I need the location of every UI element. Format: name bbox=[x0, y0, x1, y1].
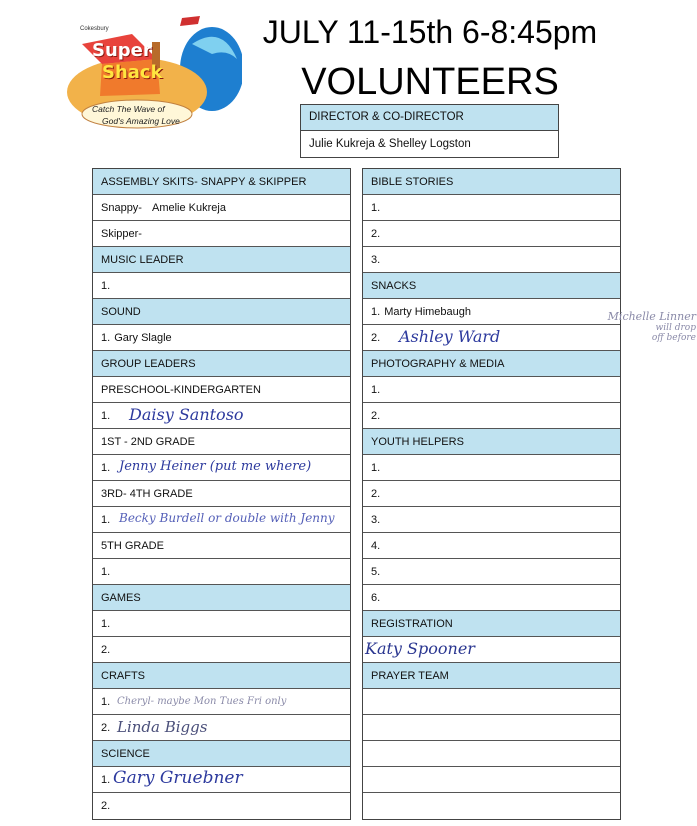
vbs-logo bbox=[62, 14, 242, 134]
prayer-row-4 bbox=[363, 767, 620, 793]
photo-label: PHOTOGRAPHY & MEDIA bbox=[371, 357, 505, 370]
crafts-row-2-num: 2. bbox=[101, 721, 111, 734]
margin-note-line-2: will drop bbox=[655, 323, 696, 333]
sound-row-1 bbox=[93, 325, 350, 351]
science-row-1 bbox=[93, 767, 350, 793]
grade34-handwritten: Becky Burdell or double with Jenny bbox=[119, 511, 335, 525]
youth-row-3 bbox=[363, 507, 620, 533]
title-volunteers: VOLUNTEERS bbox=[301, 61, 559, 103]
grade5-row-1-num: 1. bbox=[101, 565, 111, 578]
snacks-header bbox=[363, 273, 620, 299]
prayer-header bbox=[363, 663, 620, 689]
photo-row-1 bbox=[363, 377, 620, 403]
groups-header bbox=[93, 351, 350, 377]
bible-row-1 bbox=[363, 195, 620, 221]
youth-row-4 bbox=[363, 533, 620, 559]
registration-handwritten: Katy Spooner bbox=[365, 639, 475, 658]
prayer-label: PRAYER TEAM bbox=[371, 669, 449, 682]
photo-row-2 bbox=[363, 403, 620, 429]
bible-row-2 bbox=[363, 221, 620, 247]
snacks-row-1-name: Marty Himebaugh bbox=[384, 305, 472, 318]
logo-word-2: Shack bbox=[102, 62, 163, 83]
director-value: Julie Kukreja & Shelley Logston bbox=[309, 138, 471, 150]
right-column bbox=[362, 168, 621, 820]
music-header bbox=[93, 247, 350, 273]
science-header bbox=[93, 741, 350, 767]
youth-row-5-num: 5. bbox=[371, 565, 381, 578]
games-label: GAMES bbox=[101, 591, 141, 604]
preschool-subheader bbox=[93, 377, 350, 403]
games-header bbox=[93, 585, 350, 611]
grade12-row-1-num: 1. bbox=[101, 461, 111, 474]
games-row-2-num: 2. bbox=[101, 643, 111, 656]
music-row-1 bbox=[93, 273, 350, 299]
sound-label: SOUND bbox=[101, 305, 141, 318]
bible-row-3-num: 3. bbox=[371, 253, 381, 266]
director-label: DIRECTOR & CO-DIRECTOR bbox=[301, 105, 558, 131]
science-row-1-handwritten: Gary Gruebner bbox=[113, 768, 243, 788]
preschool-row-1-num: 1. bbox=[101, 409, 111, 422]
youth-row-1 bbox=[363, 455, 620, 481]
youth-row-3-num: 3. bbox=[371, 513, 381, 526]
grade34-subheader bbox=[93, 481, 350, 507]
games-row-1 bbox=[93, 611, 350, 637]
sound-row-1-name: Gary Slagle bbox=[114, 331, 172, 344]
prayer-row-1 bbox=[363, 689, 620, 715]
photo-header bbox=[363, 351, 620, 377]
grade34-row-1-num: 1. bbox=[101, 513, 111, 526]
director-box bbox=[300, 104, 559, 158]
logo-tagline-1: Catch The Wave of bbox=[92, 104, 165, 114]
assembly-skipper-row bbox=[93, 221, 350, 247]
assembly-header bbox=[93, 169, 350, 195]
preschool-label: PRESCHOOL-KINDERGARTEN bbox=[101, 383, 261, 396]
youth-header bbox=[363, 429, 620, 455]
youth-row-1-num: 1. bbox=[371, 461, 381, 474]
science-row-1-num: 1. bbox=[101, 773, 111, 786]
crafts-label: CRAFTS bbox=[101, 669, 145, 682]
bible-label: BIBLE STORIES bbox=[371, 175, 454, 188]
youth-label: YOUTH HELPERS bbox=[371, 435, 464, 448]
photo-row-2-num: 2. bbox=[371, 409, 381, 422]
youth-row-6-num: 6. bbox=[371, 591, 381, 604]
crafts-row-1 bbox=[93, 689, 350, 715]
sound-header bbox=[93, 299, 350, 325]
registration-label: REGISTRATION bbox=[371, 617, 453, 630]
sound-row-1-num: 1. bbox=[101, 331, 111, 344]
crafts-row-1-handwritten: Cheryl- maybe Mon Tues Fri only bbox=[117, 696, 287, 707]
logo-small-text: Cokesbury bbox=[80, 26, 109, 32]
grade34-row-1 bbox=[93, 507, 350, 533]
registration-header bbox=[363, 611, 620, 637]
prayer-row-2 bbox=[363, 715, 620, 741]
grade12-handwritten: Jenny Heiner (put me where) bbox=[119, 459, 312, 474]
grade12-label: 1ST - 2ND GRADE bbox=[101, 435, 195, 448]
bible-header bbox=[363, 169, 620, 195]
title-dates: JULY 11-15th 6-8:45pm bbox=[262, 14, 598, 50]
bible-row-1-num: 1. bbox=[371, 201, 381, 214]
prayer-row-5 bbox=[363, 793, 620, 819]
snacks-margin-note bbox=[580, 310, 696, 343]
preschool-row-1 bbox=[93, 403, 350, 429]
youth-row-2-num: 2. bbox=[371, 487, 381, 500]
games-row-1-num: 1. bbox=[101, 617, 111, 630]
margin-note-line-3: off before bbox=[651, 333, 696, 343]
crafts-row-2 bbox=[93, 715, 350, 741]
snappy-name: Amelie Kukreja bbox=[151, 201, 226, 214]
prayer-row-3 bbox=[363, 741, 620, 767]
crafts-row-2-handwritten: Linda Biggs bbox=[117, 718, 208, 736]
science-row-2-num: 2. bbox=[101, 800, 111, 812]
crafts-row-1-num: 1. bbox=[101, 695, 111, 708]
bible-row-3 bbox=[363, 247, 620, 273]
logo-tagline-2: God's Amazing Love bbox=[102, 116, 180, 126]
skipper-label: Skipper- bbox=[101, 227, 142, 240]
grade12-subheader bbox=[93, 429, 350, 455]
grade12-row-1 bbox=[93, 455, 350, 481]
youth-row-2 bbox=[363, 481, 620, 507]
logo-word-1: Super bbox=[92, 40, 152, 61]
assembly-snappy-row bbox=[93, 195, 350, 221]
grade5-row-1 bbox=[93, 559, 350, 585]
games-row-2 bbox=[93, 637, 350, 663]
grade34-label: 3RD- 4TH GRADE bbox=[101, 487, 193, 500]
youth-row-4-num: 4. bbox=[371, 539, 381, 552]
grade5-label: 5TH GRADE bbox=[101, 539, 164, 552]
crafts-header bbox=[93, 663, 350, 689]
snacks-row-2-num: 2. bbox=[371, 331, 381, 344]
grade5-subheader bbox=[93, 533, 350, 559]
music-row-1-num: 1. bbox=[101, 279, 111, 292]
youth-row-5 bbox=[363, 559, 620, 585]
photo-row-1-num: 1. bbox=[371, 383, 381, 396]
margin-note-line-1: Michelle Linner bbox=[607, 310, 696, 323]
groups-label: GROUP LEADERS bbox=[101, 357, 196, 370]
left-column bbox=[92, 168, 351, 820]
snacks-label: SNACKS bbox=[371, 279, 417, 292]
youth-row-6 bbox=[363, 585, 620, 611]
snappy-label: Snappy- bbox=[101, 201, 142, 214]
music-label: MUSIC LEADER bbox=[101, 253, 184, 266]
preschool-handwritten: Daisy Santoso bbox=[129, 405, 244, 424]
page-title bbox=[240, 12, 620, 106]
science-label: SCIENCE bbox=[101, 747, 150, 760]
bible-row-2-num: 2. bbox=[371, 227, 381, 240]
science-row-2 bbox=[93, 793, 350, 819]
assembly-label: ASSEMBLY SKITS- SNAPPY & SKIPPER bbox=[101, 175, 307, 188]
snacks-row-2-handwritten: Ashley Ward bbox=[399, 327, 501, 346]
snacks-row-1-num: 1. bbox=[371, 305, 381, 318]
registration-row-1 bbox=[363, 637, 620, 663]
